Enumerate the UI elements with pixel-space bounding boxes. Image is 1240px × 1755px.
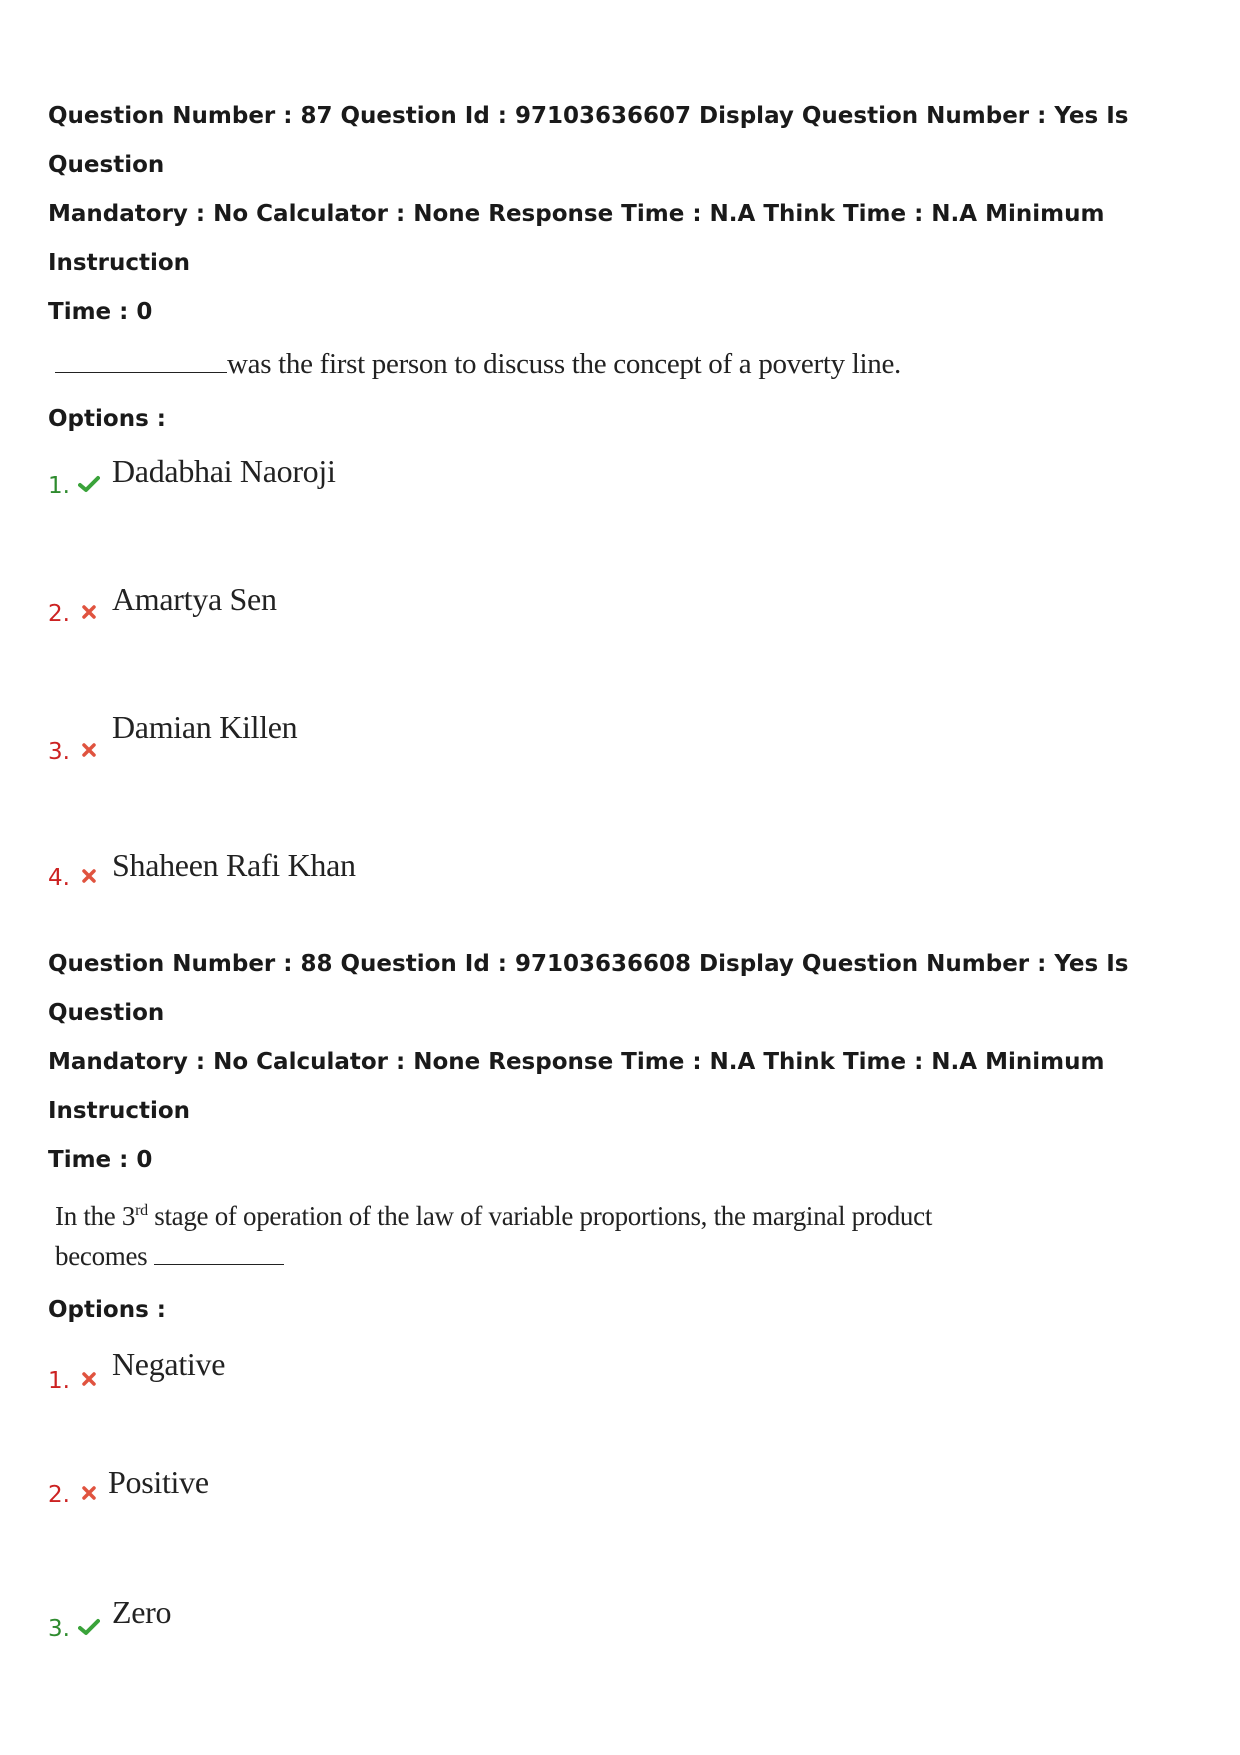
cross-icon: [76, 599, 102, 625]
option-number: 4.: [48, 865, 70, 891]
cross-icon: [76, 1366, 102, 1392]
option-3: [48, 709, 1208, 837]
options-label: Options :: [48, 406, 166, 432]
cross-icon: [76, 737, 102, 763]
question-meta: [48, 940, 1208, 1185]
option-2: [48, 1464, 1208, 1600]
option-1: [48, 1344, 1208, 1472]
option-3: [48, 1594, 1208, 1728]
question-88: [48, 940, 1208, 1728]
cross-icon: [76, 863, 102, 889]
meta-line-1: Question Number : 88 Question Id : 97103636608 Display Question Number : Yes Is Question: [48, 951, 1129, 1026]
question-meta: [48, 92, 1208, 337]
check-icon: [76, 471, 102, 497]
meta-line-1: Question Number : 87 Question Id : 97103636607 Display Question Number : Yes Is Question: [48, 103, 1129, 178]
question-text-body: was the first person to discuss the concept of a poverty line.: [227, 348, 902, 380]
option-text: Amartya Sen: [112, 581, 277, 617]
option-number: 2.: [48, 1482, 70, 1508]
question-text-sup: rd: [135, 1202, 148, 1219]
option-number: 2.: [48, 601, 70, 627]
question-87: [48, 92, 1208, 965]
option-text: Dadabhai Naoroji: [112, 453, 336, 489]
question-text: [55, 1191, 1208, 1276]
meta-line-2: Mandatory : No Calculator : None Response Time : N.A Think Time : N.A Minimum Instruction: [48, 201, 1105, 276]
answer-blank: [154, 1238, 284, 1265]
meta-line-3: Time : 0: [48, 1147, 153, 1173]
options-label: Options :: [48, 1297, 166, 1323]
meta-line-3: Time : 0: [48, 299, 153, 325]
cross-icon: [76, 1480, 102, 1506]
option-text: Positive: [108, 1464, 209, 1500]
question-text-part2: stage of operation of the law of variable proportions, the marginal product: [147, 1201, 933, 1231]
check-icon: [76, 1614, 102, 1640]
option-2: [48, 581, 1208, 709]
question-text: [55, 343, 1208, 385]
option-text: Damian Killen: [112, 709, 298, 745]
option-number: 1.: [48, 473, 70, 499]
option-1: [48, 453, 1208, 581]
option-number: 3.: [48, 739, 70, 765]
question-text-line2: becomes: [55, 1241, 148, 1271]
option-text: Zero: [112, 1594, 172, 1630]
option-text: Shaheen Rafi Khan: [112, 847, 356, 883]
meta-line-2: Mandatory : No Calculator : None Response Time : N.A Think Time : N.A Minimum Instruction: [48, 1049, 1105, 1124]
option-number: 1.: [48, 1368, 70, 1394]
question-text-part1: In the 3: [55, 1201, 136, 1231]
answer-blank: [55, 346, 227, 373]
option-text: Negative: [112, 1346, 226, 1382]
option-number: 3.: [48, 1616, 70, 1642]
